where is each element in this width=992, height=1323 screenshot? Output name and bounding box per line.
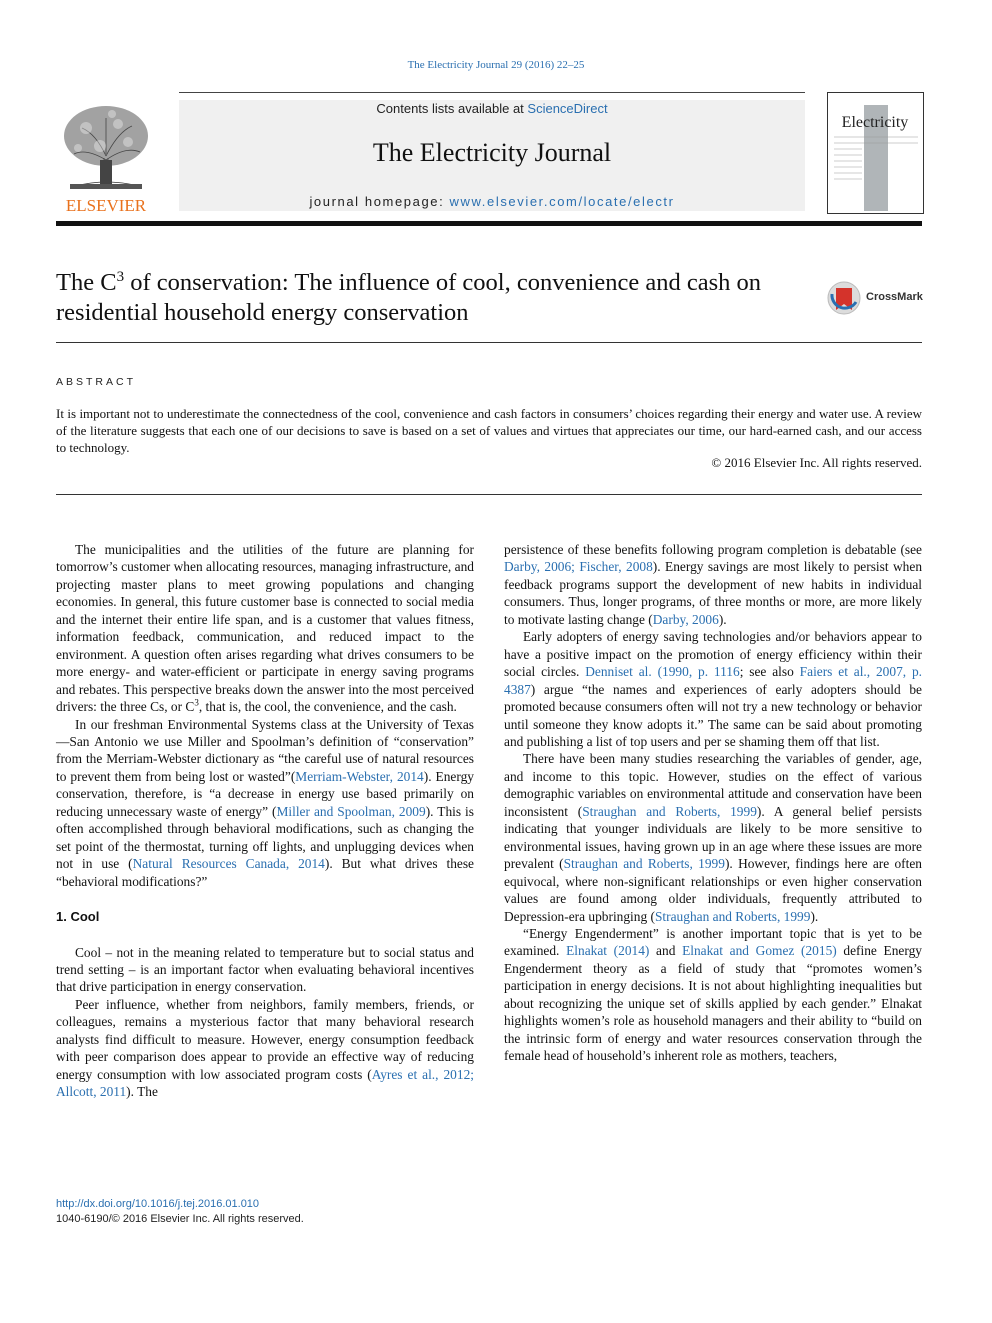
article-title	[56, 268, 816, 328]
reference-link[interactable]: Denniset al. (1990, p. 1116	[585, 664, 740, 680]
article-title-part1: The C	[56, 269, 117, 296]
paragraph: There have been many studies researching the variables of gender, age, and income to this topic. However, studies on the effect of various demographic variables on environmental attitude and conservation have been inconsistent (Straughan and Roberts, 1999). A general belief persists indicating that younger individuals are likely to be more sensitive to environmental issues, having grown up in an age where these issues are more prevalent (Straughan and Roberts, 1999). However, findings here are often equivocal, where non-significant relationships or even higher conservation values are found among older individuals, frequently attributed to Depression-era upbringing (Straughan and Roberts, 1999).	[504, 751, 922, 924]
article-title-superscript: 3	[116, 268, 125, 285]
elsevier-wordmark: ELSEVIER	[65, 196, 147, 214]
reference-link[interactable]: Ayres et al., 2012; Allcott, 2011	[56, 1066, 474, 1100]
abstract-text: It is important not to underestimate the connectedness of the cool, convenience and cash factors in consumers’ choices regarding their energy and water use. A review of the literature suggests that each one of our decisions to save is based on a set of values and virtues that appreciates our time, our hard-earned cash, and our access to technology.	[56, 406, 922, 455]
abstract-copyright: © 2016 Elsevier Inc. All rights reserved.	[711, 455, 922, 470]
paragraph: The municipalities and the utilities of the future are planning for tomorrow’s customer when allocating resources, managing infrastructure, and projecting master plans to meet growing populations and changing economies. In general, this future customer base is connected to social media and the internet their entire life span, and is a customer that values fitness, information feedback, communication, and reduced impact to the environment. A question often arises regarding what drives consumers to be more energy- and water-efficient or participate in energy saving programs and rebates. This perspective breaks down the answer into the most perceived drivers: the three Cs, or $C^3$, that is, the cool, the convenience, and the cash.	[56, 542, 474, 715]
elsevier-tree-logo	[56, 98, 156, 214]
reference-link[interactable]: Straughan and Roberts, 1999	[654, 908, 811, 924]
reference-link[interactable]: Elnakat (2014)	[566, 943, 650, 959]
section-heading-cool: 1. Cool	[56, 909, 100, 925]
reference-link[interactable]: Miller and Spoolman, 2009	[276, 803, 426, 819]
paragraph: persistence of these benefits following program completion is debatable (see Darby, 2006; Fischer, 2008). Energy savings are most likely to persist when feedback programs support the development of new habits in individual consumers. Thus, longer programs, of three months or more, are more likely to motivate lasting change (Darby, 2006).	[504, 542, 923, 627]
reference-link[interactable]: Faiers et al., 2007, p. 4387	[504, 664, 923, 697]
title-rule	[56, 342, 922, 343]
reference-link[interactable]: Darby, 2006	[652, 611, 719, 627]
homepage-link[interactable]: www.elsevier.com/locate/electr	[449, 194, 675, 209]
page-footer	[56, 1197, 304, 1227]
contents-prefix: Contents lists available at	[376, 101, 528, 116]
homepage-prefix: journal homepage:	[309, 194, 450, 209]
body-left-column	[56, 541, 474, 1101]
reference-link[interactable]: Merriam-Webster, 2014	[295, 768, 424, 784]
journal-cover-thumbnail[interactable]	[827, 92, 924, 214]
issn-copyright: 1040-6190/© 2016 Elsevier Inc. All rights reserved.	[56, 1213, 304, 1225]
abstract-heading: ABSTRACT	[56, 376, 137, 388]
journal-citation[interactable]: The Electricity Journal 29 (2016) 22–25	[407, 59, 585, 71]
paragraph: “Energy Engenderment” is another important topic that is yet to be examined. Elnakat (2014) and Elnakat and Gomez (2015) define Energy Engenderment theory as a field of study that “promotes women’s participation in energy decisions. It is not about highlighting inequalities but about recognizing the unique set of skills applied by each gender.” Elnakat highlights women’s role as household managers and their ability to “build on the intrinsic form of energy and water resources conservation through the female head of household’s inherent role as mothers, teachers,	[504, 925, 922, 1064]
header-thick-rule	[56, 221, 922, 226]
body-right-column	[504, 541, 922, 1065]
crossmark-label[interactable]: CrossMark	[866, 291, 923, 303]
paragraph: Early adopters of energy saving technologies and/or behaviors appear to have a positive impact on the promotion of energy efficiency within their social circles. Denniset al. (1990, p. 1116; see also Faiers et al., 2007, p. 4387) argue “the names and experiences of early adopters should be promoted because consumers often will not try a new technology or behavior until someone they know adopts it.” The same can be said about promoting and publishing a list of top users and per se shaming them off that list.	[504, 629, 923, 749]
paragraph: In our freshman Environmental Systems class at the University of Texas—San Antonio we use Miller and Spoolman’s definition of “conservation” from the Merriam-Webster dictionary as “the careful use of natural resources to prevent them from being lost or wasted”(Merriam-Webster, 2014). Energy conservation, therefore, is “a decrease in energy use based primarily on reducing unnecessary waste of energy” (Miller and Spoolman, 2009). This is often accomplished through behavioral modifications, such as changing the set point of the thermostat, turning off lights, and unplugging devices when not in use (Natural Resources Canada, 2014). But what drives these “behavioral modifications?”	[56, 716, 474, 889]
header-top-rule	[179, 92, 805, 93]
doi-link[interactable]: http://dx.doi.org/10.1016/j.tej.2016.01.010	[56, 1198, 260, 1210]
reference-link[interactable]: Natural Resources Canada, 2014	[132, 856, 325, 872]
paragraph: Cool – not in the meaning related to temperature but to social status and trend setting – is an important factor when evaluating behavioral incentives that drive participation in energy conservation.	[56, 944, 474, 995]
journal-homepage	[179, 194, 805, 209]
reference-link[interactable]: Elnakat and Gomez (2015)	[682, 943, 837, 959]
reference-link[interactable]: Straughan and Roberts, 1999	[563, 856, 725, 872]
article-title-part2: of conservation: The influence of cool, convenience and cash on residential household energy conservation	[56, 269, 762, 326]
reference-link[interactable]: Darby, 2006; Fischer, 2008	[504, 559, 653, 575]
cover-title: Electricity	[841, 114, 909, 131]
contents-line	[179, 101, 805, 116]
paragraph: Peer influence, whether from neighbors, family members, friends, or colleagues, remains a mysterious factor that many behavioral research analysts find difficult to measure. However, energy consumption feedback with peer comparison does appear to provide an effective way of reducing energy consumption with low associated program costs (Ayres et al., 2012; Allcott, 2011). The	[56, 996, 474, 1100]
journal-title: The Electricity Journal	[372, 138, 612, 167]
abstract-rule	[56, 494, 922, 495]
reference-link[interactable]: Straughan and Roberts, 1999	[582, 803, 757, 819]
sciencedirect-link[interactable]: ScienceDirect	[527, 101, 608, 116]
